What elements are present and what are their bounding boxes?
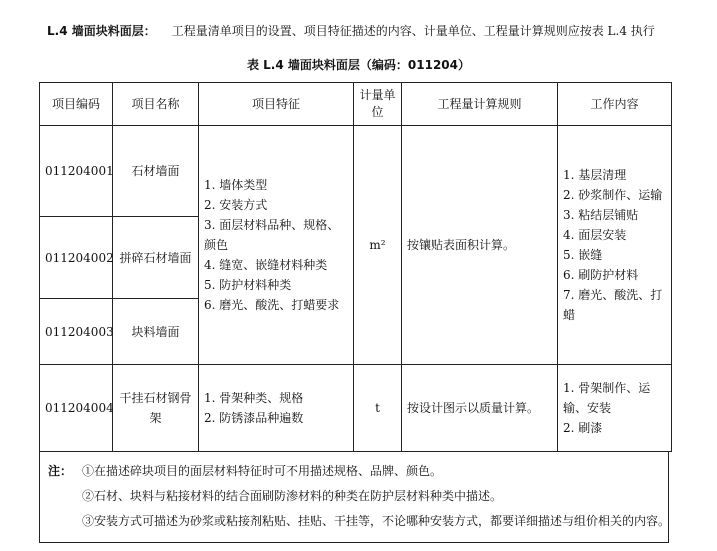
intro-lead: L.4 墙面块料面层： [47,24,156,38]
notes-label: 注： [48,464,73,478]
work-item: 2. 刷漆 [563,421,603,435]
row-code: 011204001 [40,126,113,217]
row-name: 块料墙面 [113,299,199,365]
feature-item: 4. 缝宽、嵌缝材料种类 [204,258,328,272]
work-item: 7. 磨光、酸洗、打蜡 [563,288,663,322]
header-features: 项目特征 [199,83,354,126]
feature-item: 2. 防锈漆品种遍数 [204,411,304,425]
table-caption: 表 L.4 墙面块料面层（编码：011204） [246,58,470,72]
intro-line [47,22,655,39]
group2-unit: t [354,365,402,452]
group2-rule: 按设计图示以质量计算。 [402,365,558,452]
row-code: 011204004 [40,365,113,452]
work-item: 4. 面层安装 [563,228,627,242]
feature-item: 1. 墙体类型 [204,178,268,192]
group2-work [558,365,672,452]
feature-item: 3. 面层材料品种、规格、颜色 [204,218,340,252]
group1-rule: 按镶贴表面积计算。 [402,126,558,365]
features-list [204,388,348,428]
notes-box [39,451,669,543]
feature-item: 6. 磨光、酸洗、打蜡要求 [204,298,340,312]
work-list [563,165,666,325]
header-unit: 计量单位 [354,83,402,126]
spec-table [39,82,672,452]
header-rule: 工程量计算规则 [402,83,558,126]
work-item: 1. 骨架制作、运输、安装 [563,381,651,415]
work-item: 5. 嵌缝 [563,248,603,262]
table-row [40,126,672,217]
row-code: 011204002 [40,217,113,299]
features-list [204,175,348,315]
note-item: ①在描述碎块项目的面层材料特征时可不用描述规格、品牌、颜色。 [82,464,443,478]
header-code: 项目编码 [40,83,113,126]
header-name: 项目名称 [113,83,199,126]
header-work: 工作内容 [558,83,672,126]
intro-text: 工程量清单项目的设置、项目特征描述的内容、计量单位、工程量计算规则应按表 L.4 执行 [171,24,655,38]
work-item: 3. 粘结层铺贴 [563,208,639,222]
group2-features [199,365,354,452]
note-item: ②石材、块料与粘接材料的结合面刷防渗材料的种类在防护层材料种类中描述。 [82,489,503,503]
group1-unit: m² [354,126,402,365]
group1-work [558,126,672,365]
row-name: 干挂石材钢骨架 [113,365,199,452]
work-item: 2. 砂浆制作、运输 [563,188,663,202]
work-item: 1. 基层清理 [563,168,627,182]
row-name: 拼碎石材墙面 [113,217,199,299]
table-row [40,365,672,452]
feature-item: 2. 安装方式 [204,198,268,212]
work-item: 6. 刷防护材料 [563,268,639,282]
header-row [40,83,672,126]
group1-features [199,126,354,365]
row-code: 011204003 [40,299,113,365]
feature-item: 1. 骨架种类、规格 [204,391,304,405]
work-list [563,378,666,438]
feature-item: 5. 防护材料种类 [204,278,292,292]
row-name: 石材墙面 [113,126,199,217]
note-item: ③安装方式可描述为砂浆或粘接剂粘贴、挂贴、干挂等，不论哪种安装方式，都要详细描述与组价相关的内容。 [82,514,671,528]
